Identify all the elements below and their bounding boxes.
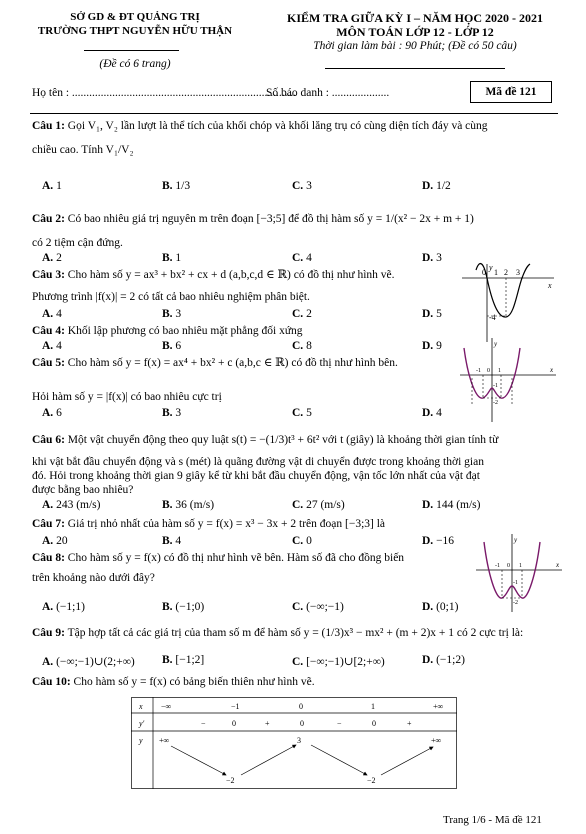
table-cell: − (337, 719, 342, 728)
tick-label: 1 (498, 368, 501, 374)
axis-label: y (489, 263, 493, 272)
dept-name: SỞ GD & ĐT QUẢNG TRỊ (70, 11, 200, 23)
arrow-up (241, 745, 296, 775)
pages-note: (Đề có 6 trang) (99, 58, 171, 70)
table-cell: +∞ (433, 702, 444, 711)
axis-label: x (550, 366, 554, 374)
question-6-line4: được bằng bao nhiêu? (32, 484, 134, 496)
option-a: A. 1 (42, 180, 62, 192)
option-a: A. 243 (m/s) (42, 499, 101, 511)
tick-label: 3 (516, 268, 520, 277)
option-c: C. 2 (292, 308, 312, 320)
table-cell: 0 (299, 702, 303, 711)
option-c: C. 27 (m/s) (292, 499, 345, 511)
question-6: Câu 6: Một vật chuyển động theo quy luật s(t) = −(1/3)t³ + 6t² với t (giây) là khoảng thời gian tính từ (32, 434, 499, 446)
option-a: A. 4 (42, 340, 62, 352)
axis-label: x (556, 561, 560, 569)
question-4: Câu 4: Khối lập phương có bao nhiêu mặt phẳng đối xứng (32, 325, 303, 337)
table-cell: 0 (232, 719, 236, 728)
question-5: Câu 5: Cho hàm số y = f(x) = ax⁴ + bx² + c (a,b,c ∈ ℝ) có đồ thị như hình bên. (32, 357, 398, 369)
tick-label: 0 (487, 368, 490, 374)
axis-label: y (494, 340, 498, 348)
table-cell: + (265, 719, 270, 728)
question-7: Câu 7: Giá trị nhỏ nhất của hàm số y = f(x) = x³ − 3x + 2 trên đoạn [−3;3] là (32, 518, 386, 530)
tick-label: -2 (493, 400, 498, 406)
question-label: Câu 1: (32, 120, 65, 132)
header-divider-right (325, 68, 505, 69)
axis-label: x (548, 281, 552, 290)
option-d: D. (−1;2) (422, 654, 465, 666)
option-a: A. (−1;1) (42, 601, 85, 613)
arrow-down (311, 745, 367, 775)
option-b: B. 1/3 (162, 180, 191, 192)
tick-label: -1 (495, 563, 500, 569)
table-cell: 3 (297, 736, 301, 745)
question-2: Câu 2: Có bao nhiêu giá trị nguyên m trên đoạn [−3;5] để đồ thị hàm số y = 1/(x² − 2x + m + 1) (32, 213, 474, 225)
tick-label: 1 (494, 268, 498, 277)
question-9: Câu 9: Tập hợp tất cả các giá trị của tham số m để hàm số y = (1/3)x³ − mx² + (m + 2)x + 1 có 2 cực trị là: (32, 627, 524, 639)
sbd-field: Số báo danh : .................... (266, 87, 390, 99)
tick-label: -4 (489, 313, 496, 322)
option-b: B. 36 (m/s) (162, 499, 215, 511)
table-cell: + (407, 719, 412, 728)
option-b: B. 4 (162, 535, 182, 547)
question-1 (32, 119, 557, 134)
question-text: Gọi V₁, V₂ lần lượt là thể tích của khối chóp và khối lăng trụ có cùng diện tích đáy và cùng (64, 120, 488, 132)
question-3-line2: Phương trình |f(x)| = 2 có tất cả bao nhiêu nghiệm phân biệt. (32, 291, 310, 303)
option-a: A. 4 (42, 308, 62, 320)
subject-title: MÔN TOÁN LỚP 12 - LỚP 12 (336, 25, 494, 39)
arrow-down (171, 746, 226, 775)
option-b: B. 1 (162, 252, 182, 264)
option-d: D. 3 (422, 252, 442, 264)
table-cell: −∞ (161, 702, 172, 711)
option-d: D. 144 (m/s) (422, 499, 481, 511)
tick-label: 1 (519, 563, 522, 569)
arrow-up (381, 747, 433, 775)
option-c: C. 5 (292, 407, 312, 419)
question-6-line3: đó. Hỏi trong khoảng thời gian 9 giây kể từ khi bắt đầu chuyển động, vận tốc lớn nhất của vật đạt (32, 470, 480, 482)
question-8: Câu 8: Cho hàm số y = f(x) có đồ thị như hình vẽ bên. Hàm số đã cho đồng biến (32, 552, 405, 564)
option-c: C. 4 (292, 252, 312, 264)
question-6-line2: khi vật bắt đầu chuyển động và s (mét) là quãng đường vật di chuyển được trong khoảng thời gian (32, 456, 484, 468)
table-label-yprime: y' (139, 719, 145, 728)
tick-label: 0 (482, 268, 486, 277)
table-cell: −2 (226, 776, 235, 785)
tick-label: -1 (513, 580, 518, 586)
question-1-line2: chiều cao. Tính V₁/V₂ (32, 144, 134, 156)
option-d: D. 5 (422, 308, 442, 320)
table-cell: −1 (231, 702, 240, 711)
cubic-graph-q3 (462, 262, 558, 344)
page-footer: Trang 1/6 - Mã đề 121 (443, 814, 542, 826)
option-c: C. 8 (292, 340, 312, 352)
name-field: Họ tên : .............................................................................. (32, 87, 297, 99)
header-rule (30, 113, 558, 114)
tick-label: -1 (476, 368, 481, 374)
table-label-y: y (139, 736, 143, 745)
option-c: C. (−∞;−1) (292, 601, 344, 613)
question-10: Câu 10: Cho hàm số y = f(x) có bảng biến thiên như hình vẽ. (32, 676, 315, 688)
option-b: B. 6 (162, 340, 182, 352)
option-d: D. (0;1) (422, 601, 459, 613)
option-a: A. 20 (42, 535, 68, 547)
exam-title: KIỂM TRA GIỮA KỲ I – NĂM HỌC 2020 - 2021 (286, 11, 543, 25)
option-a: A. 6 (42, 407, 62, 419)
option-d: D. 9 (422, 340, 442, 352)
school-name: TRƯỜNG THPT NGUYỄN HỮU THẬN (37, 25, 233, 37)
tick-label: -1 (493, 383, 498, 389)
option-b: B. 3 (162, 308, 182, 320)
header-divider (84, 50, 179, 51)
option-c: C. [−∞;−1)∪[2;+∞) (292, 656, 385, 668)
table-cell: +∞ (159, 736, 170, 745)
axis-label: y (514, 536, 518, 544)
option-b: B. (−1;0) (162, 601, 205, 613)
quartic-graph-q5 (458, 338, 558, 424)
table-label-x: x (139, 702, 143, 711)
time-note: Thời gian làm bài : 90 Phút; (Đề có 50 câu) (313, 40, 517, 52)
option-b: B. [−1;2] (162, 654, 205, 666)
option-a: A. (−∞;−1)∪(2;+∞) (42, 656, 135, 668)
table-cell: +∞ (431, 736, 442, 745)
exam-code-box: Mã đề 121 (470, 81, 552, 103)
question-3: Câu 3: Cho hàm số y = ax³ + bx² + cx + d (a,b,c,d ∈ ℝ) có đồ thị như hình vẽ. (32, 269, 395, 281)
table-cell: 0 (300, 719, 304, 728)
option-d: D. 4 (422, 407, 442, 419)
table-cell: −2 (367, 776, 376, 785)
option-b: B. 3 (162, 407, 182, 419)
option-c: C. 0 (292, 535, 312, 547)
variation-table (131, 697, 457, 789)
question-8-line2: trên khoảng nào dưới đây? (32, 572, 155, 584)
tick-label: 0 (507, 563, 510, 569)
question-5-line2: Hỏi hàm số y = |f(x)| có bao nhiêu cực trị (32, 391, 222, 403)
option-a: A. 2 (42, 252, 62, 264)
tick-label: -2 (513, 600, 518, 606)
tick-label: 2 (504, 268, 508, 277)
question-2-line2: có 2 tiệm cận đứng. (32, 237, 123, 249)
quartic-graph-q8 (474, 534, 564, 614)
table-cell: − (201, 719, 206, 728)
option-c: C. 3 (292, 180, 312, 192)
table-cell: 0 (372, 719, 376, 728)
option-d: D. −16 (422, 535, 455, 547)
table-cell: 1 (371, 702, 375, 711)
option-d: D. 1/2 (422, 180, 451, 192)
